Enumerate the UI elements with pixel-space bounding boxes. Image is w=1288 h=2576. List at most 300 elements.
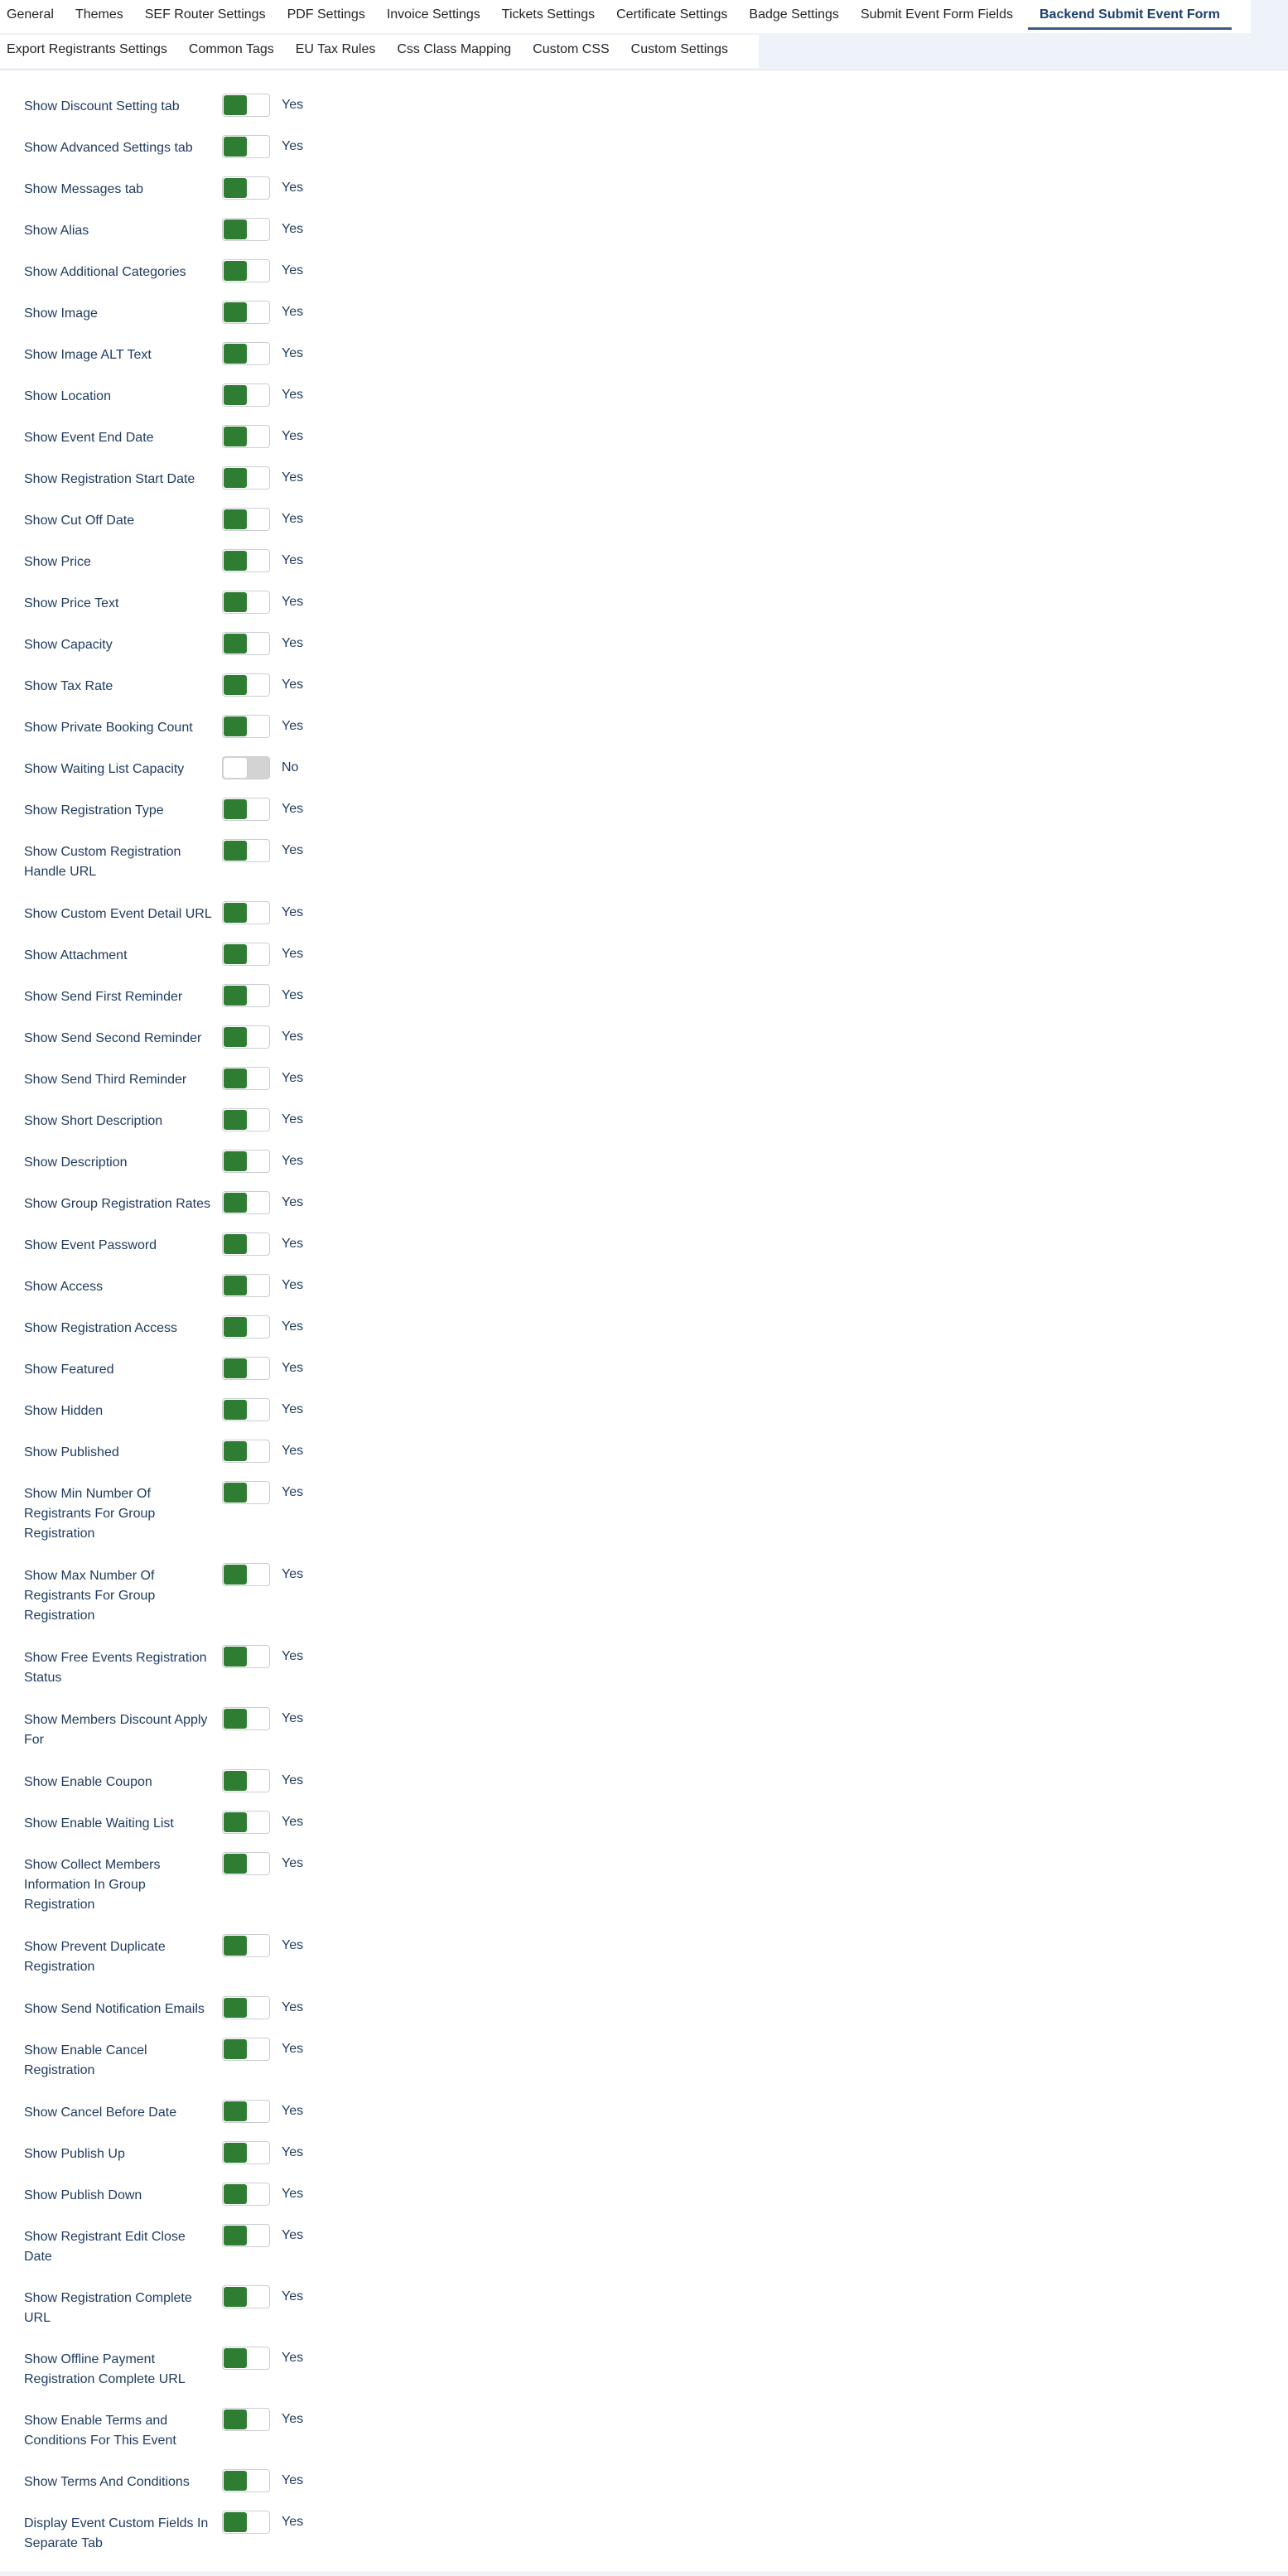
- setting-control: [222, 1769, 303, 1792]
- toggle-knob: [224, 468, 247, 488]
- setting-label: Show Enable Coupon: [24, 1775, 152, 1789]
- toggle-switch[interactable]: [222, 984, 270, 1007]
- setting-control: [222, 1996, 303, 2019]
- toggle-switch[interactable]: [222, 176, 270, 200]
- setting-row-show-cut-off-date: [0, 497, 1288, 538]
- tab-pdf-settings[interactable]: PDF Settings: [287, 7, 365, 22]
- setting-label: Show Registration Complete URL: [24, 2291, 192, 2325]
- setting-control: [222, 798, 303, 821]
- toggle-switch[interactable]: [222, 1996, 270, 2019]
- setting-control: [222, 425, 303, 448]
- setting-label: Show Hidden: [24, 1404, 104, 1418]
- toggle-switch[interactable]: [222, 798, 270, 821]
- toggle-knob: [224, 592, 247, 612]
- toggle-switch[interactable]: [222, 425, 270, 448]
- toggle-switch[interactable]: [222, 632, 270, 655]
- toggle-knob: [224, 1400, 247, 1420]
- toggle-knob: [224, 178, 247, 198]
- toggle-knob: [224, 2410, 247, 2429]
- setting-label: Show Min Number Of Registrants For Group Registration: [24, 1487, 156, 1541]
- toggle-knob: [224, 1027, 247, 1047]
- setting-control: [222, 549, 303, 572]
- setting-row-show-messages-tab: [0, 166, 1288, 207]
- setting-row-show-custom-event-detail-url: [0, 890, 1288, 932]
- toggle-switch[interactable]: [222, 1274, 270, 1297]
- tab-export-registrants-settings[interactable]: Export Registrants Settings: [7, 42, 167, 56]
- setting-row-show-tax-rate: [0, 663, 1288, 704]
- setting-row-show-additional-categories: [0, 248, 1288, 290]
- toggle-state-label: Yes: [282, 1237, 304, 1251]
- toggle-switch[interactable]: [222, 1769, 270, 1792]
- setting-row-show-price: [0, 538, 1288, 580]
- tab-row-1: [0, 0, 1251, 33]
- toggle-knob: [224, 716, 247, 736]
- toggle-switch[interactable]: [222, 259, 270, 282]
- tab-submit-event-form-fields[interactable]: Submit Event Form Fields: [860, 7, 1013, 22]
- setting-label: Show Collect Members Information In Group Registration: [24, 1858, 161, 1912]
- setting-label: Show Send Third Reminder: [24, 1073, 187, 1087]
- toggle-state-label: Yes: [282, 1195, 304, 1209]
- toggle-knob: [224, 1709, 247, 1729]
- setting-control: [222, 1811, 303, 1834]
- tab-custom-css[interactable]: Custom CSS: [533, 42, 610, 56]
- setting-control: [222, 943, 303, 966]
- setting-row-show-publish-down: [0, 2172, 1288, 2213]
- setting-label: Show Publish Down: [24, 2188, 142, 2202]
- tab-backend-submit-event-form[interactable]: Backend Submit Event Form: [1028, 0, 1232, 30]
- settings-form: [0, 83, 1288, 2561]
- tab-sef-router-settings[interactable]: SEF Router Settings: [144, 7, 266, 22]
- toggle-knob: [224, 2101, 247, 2121]
- setting-row-show-send-third-reminder: [0, 1056, 1288, 1097]
- setting-label: Show Image: [24, 306, 98, 321]
- toggle-state-label: Yes: [282, 1402, 304, 1416]
- tab-themes[interactable]: Themes: [75, 7, 123, 22]
- setting-label: Show Advanced Settings tab: [24, 141, 193, 155]
- toggle-knob: [224, 2143, 247, 2163]
- toggle-knob: [224, 2226, 247, 2246]
- setting-label: Show Event Password: [24, 1238, 157, 1252]
- toggle-knob: [224, 2184, 247, 2204]
- toggle-switch[interactable]: [222, 2511, 270, 2534]
- toggle-state-label: Yes: [282, 719, 304, 733]
- toggle-knob: [224, 1317, 247, 1337]
- setting-row-show-prevent-duplicate-registration: [0, 1923, 1288, 1985]
- setting-row-show-min-number-of-registrants-for-group-registration: [0, 1470, 1288, 1552]
- setting-control: [222, 342, 303, 365]
- toggle-switch[interactable]: [222, 2183, 270, 2206]
- toggle-knob: [224, 1854, 247, 1874]
- toggle-switch[interactable]: [222, 1398, 270, 1421]
- toggle-state-label: Yes: [282, 2228, 304, 2242]
- toggle-knob: [224, 2471, 247, 2491]
- toggle-switch[interactable]: [222, 301, 270, 324]
- toggle-state-label: Yes: [282, 843, 304, 857]
- toggle-switch[interactable]: [222, 1440, 270, 1463]
- toggle-knob: [224, 1936, 247, 1956]
- toggle-switch[interactable]: [222, 2347, 270, 2370]
- toggle-state-label: Yes: [282, 388, 304, 402]
- tab-tickets-settings[interactable]: Tickets Settings: [501, 7, 596, 22]
- toggle-knob: [224, 1276, 247, 1295]
- setting-row-show-custom-registration-handle-url: [0, 828, 1288, 890]
- setting-row-show-event-end-date: [0, 414, 1288, 456]
- setting-label: Show Group Registration Rates: [24, 1197, 210, 1211]
- setting-label: Show Enable Terms and Conditions For This Event: [24, 2414, 176, 2448]
- toggle-state-label: Yes: [282, 1711, 304, 1725]
- setting-control: [222, 508, 303, 531]
- toggle-state-label: Yes: [282, 802, 304, 816]
- toggle-state-label: Yes: [282, 1154, 304, 1168]
- setting-row-show-terms-and-conditions: [0, 2458, 1288, 2500]
- setting-control: [222, 2511, 303, 2534]
- toggle-knob: [224, 675, 247, 695]
- tab-invoice-settings[interactable]: Invoice Settings: [386, 7, 480, 22]
- setting-label: Show Short Description: [24, 1114, 163, 1128]
- setting-control: [222, 1067, 303, 1090]
- setting-label: Show Terms And Conditions: [24, 2475, 190, 2489]
- setting-control: [222, 1563, 303, 1586]
- setting-label: Show Send Second Reminder: [24, 1031, 202, 1045]
- setting-row-show-members-discount-apply-for: [0, 1696, 1288, 1758]
- setting-label: Show Max Number Of Registrants For Group Registration: [24, 1569, 156, 1623]
- setting-row-show-description: [0, 1139, 1288, 1180]
- toggle-knob: [224, 1483, 247, 1503]
- setting-label: Show Alias: [24, 224, 89, 238]
- toggle-state-label: Yes: [282, 1485, 304, 1499]
- toggle-knob: [224, 1110, 247, 1130]
- setting-label: Show Price Text: [24, 596, 119, 610]
- toggle-state-label: Yes: [282, 2351, 304, 2365]
- setting-row-show-enable-terms-and-conditions-for-this-event: [0, 2397, 1288, 2458]
- toggle-switch[interactable]: [222, 1315, 270, 1339]
- toggle-switch[interactable]: [222, 2224, 270, 2247]
- toggle-state-label: Yes: [282, 2042, 304, 2056]
- footer-strip: [0, 2571, 1288, 2576]
- setting-control: [222, 839, 303, 862]
- setting-row-show-alias: [0, 207, 1288, 248]
- setting-control: [222, 1852, 303, 1875]
- setting-row-show-send-notification-emails: [0, 1985, 1288, 2027]
- toggle-state-label: Yes: [282, 1030, 304, 1044]
- toggle-knob: [224, 302, 247, 322]
- toggle-knob: [224, 219, 247, 239]
- toggle-state-label: Yes: [282, 1319, 304, 1334]
- toggle-state-label: Yes: [282, 947, 304, 961]
- tab-general[interactable]: General: [7, 7, 54, 22]
- setting-label: Display Event Custom Fields In Separate Tab: [24, 2516, 209, 2550]
- toggle-state-label: Yes: [282, 1649, 304, 1663]
- setting-control: [222, 135, 303, 158]
- setting-label: Show Registration Start Date: [24, 472, 195, 486]
- setting-row-show-collect-members-information-in-group-registration: [0, 1841, 1288, 1923]
- setting-row-show-registration-access: [0, 1305, 1288, 1346]
- toggle-switch[interactable]: [222, 94, 270, 117]
- setting-label: Show Prevent Duplicate Registration: [24, 1940, 166, 1974]
- setting-label: Show Registration Type: [24, 803, 164, 818]
- setting-label: Show Enable Waiting List: [24, 1816, 174, 1831]
- setting-label: Show Access: [24, 1280, 104, 1294]
- toggle-switch[interactable]: [222, 1811, 270, 1834]
- setting-control: [222, 2183, 303, 2206]
- toggle-switch[interactable]: [222, 1563, 270, 1586]
- setting-row-show-enable-coupon: [0, 1758, 1288, 1800]
- toggle-state-label: Yes: [282, 305, 304, 319]
- toggle-state-label: Yes: [282, 2187, 304, 2201]
- setting-control: [222, 2347, 303, 2370]
- setting-row-show-cancel-before-date: [0, 2089, 1288, 2130]
- tab-row-2: [0, 35, 759, 68]
- toggle-switch[interactable]: [222, 384, 270, 407]
- setting-row-show-price-text: [0, 580, 1288, 621]
- setting-control: [222, 1025, 303, 1049]
- toggle-state-label: Yes: [282, 263, 304, 277]
- toggle-switch[interactable]: [222, 135, 270, 158]
- setting-row-show-advanced-settings-tab: [0, 124, 1288, 166]
- toggle-switch[interactable]: [222, 466, 270, 490]
- setting-row-show-registration-complete-url: [0, 2275, 1288, 2336]
- toggle-switch[interactable]: [222, 2141, 270, 2164]
- toggle-state-label: Yes: [282, 2289, 304, 2303]
- toggle-switch[interactable]: [222, 1645, 270, 1668]
- setting-row-show-group-registration-rates: [0, 1180, 1288, 1222]
- setting-control: [222, 1357, 303, 1380]
- toggle-state-label: Yes: [282, 139, 304, 153]
- tab-eu-tax-rules[interactable]: EU Tax Rules: [295, 42, 376, 56]
- toggle-knob: [224, 551, 247, 571]
- setting-control: [222, 466, 303, 490]
- toggle-knob: [224, 1998, 247, 2018]
- toggle-switch[interactable]: [222, 1108, 270, 1131]
- toggle-switch[interactable]: [222, 1707, 270, 1730]
- toggle-state-label: Yes: [282, 1071, 304, 1085]
- toggle-state-label: Yes: [282, 1773, 304, 1787]
- toggle-switch[interactable]: [222, 1852, 270, 1875]
- tab-custom-settings[interactable]: Custom Settings: [630, 42, 729, 56]
- setting-row-show-enable-cancel-registration: [0, 2027, 1288, 2089]
- toggle-knob: [224, 2348, 247, 2368]
- setting-label: Show Private Booking Count: [24, 721, 193, 735]
- setting-control: [222, 176, 303, 200]
- toggle-knob: [224, 1151, 247, 1171]
- setting-control: [222, 301, 303, 324]
- toggle-switch[interactable]: [222, 1067, 270, 1090]
- toggle-switch[interactable]: [222, 1150, 270, 1173]
- toggle-knob: [224, 344, 247, 364]
- toggle-switch[interactable]: [222, 1025, 270, 1049]
- setting-control: [222, 1934, 303, 1957]
- setting-label: Show Attachment: [24, 948, 128, 962]
- setting-row-show-registration-start-date: [0, 456, 1288, 497]
- setting-label: Show Free Events Registration Status: [24, 1651, 207, 1685]
- toggle-state-label: Yes: [282, 1361, 304, 1375]
- toggle-knob: [224, 799, 247, 819]
- toggle-knob: [224, 1441, 247, 1461]
- toggle-state-label: Yes: [282, 470, 304, 485]
- setting-control: [222, 1398, 303, 1421]
- toggle-knob: [224, 986, 247, 1006]
- toggle-switch[interactable]: [222, 2408, 270, 2431]
- setting-label: Show Event End Date: [24, 431, 154, 445]
- setting-label: Show Custom Event Detail URL: [24, 907, 212, 921]
- setting-label: Show Additional Categories: [24, 265, 186, 279]
- setting-control: [222, 1481, 303, 1504]
- toggle-switch[interactable]: [222, 1191, 270, 1214]
- toggle-switch[interactable]: [222, 549, 270, 572]
- toggle-switch[interactable]: [222, 943, 270, 966]
- setting-label: Show Publish Up: [24, 2147, 125, 2161]
- toggle-switch[interactable]: [222, 218, 270, 241]
- toggle-switch[interactable]: [222, 673, 270, 697]
- toggle-switch[interactable]: [222, 2038, 270, 2061]
- setting-label: Show Cancel Before Date: [24, 2106, 177, 2120]
- setting-label: Show Send Notification Emails: [24, 2002, 205, 2016]
- tab-badge-settings[interactable]: Badge Settings: [749, 7, 839, 22]
- setting-control: [222, 1645, 303, 1668]
- setting-control: [222, 2100, 303, 2123]
- toggle-knob: [224, 944, 247, 964]
- tab-common-tags[interactable]: Common Tags: [188, 42, 274, 56]
- setting-control: [222, 1233, 303, 1256]
- toggle-switch[interactable]: [222, 591, 270, 614]
- toggle-knob: [224, 841, 247, 861]
- setting-control: [222, 1315, 303, 1339]
- setting-row-show-featured: [0, 1346, 1288, 1387]
- toggle-knob: [224, 1069, 247, 1088]
- setting-control: [222, 715, 303, 738]
- setting-row-show-access: [0, 1263, 1288, 1305]
- setting-control: [222, 1150, 303, 1173]
- toggle-state-label: Yes: [282, 2473, 304, 2487]
- toggle-state-label: Yes: [282, 1112, 304, 1126]
- setting-row-show-published: [0, 1429, 1288, 1470]
- setting-label: Show Members Discount Apply For: [24, 1713, 208, 1747]
- toggle-state-label: Yes: [282, 181, 304, 195]
- toggle-knob: [224, 634, 247, 654]
- toggle-knob: [224, 903, 247, 923]
- toggle-switch[interactable]: [222, 715, 270, 738]
- toggle-knob: [224, 509, 247, 529]
- toggle-switch[interactable]: [222, 2100, 270, 2123]
- setting-label: Show Tax Rate: [24, 679, 113, 693]
- toggle-switch[interactable]: [222, 2285, 270, 2308]
- setting-row-show-publish-up: [0, 2130, 1288, 2172]
- setting-label: Show Capacity: [24, 638, 113, 652]
- setting-control: [222, 1707, 303, 1730]
- toggle-state-label: Yes: [282, 2104, 304, 2118]
- setting-control: [222, 984, 303, 1007]
- setting-label: Show Description: [24, 1155, 128, 1170]
- toggle-knob: [224, 95, 247, 115]
- setting-control: [222, 259, 303, 282]
- setting-control: [222, 2408, 303, 2431]
- setting-row-show-send-first-reminder: [0, 973, 1288, 1015]
- setting-control: [222, 2038, 303, 2061]
- toggle-switch[interactable]: [222, 1233, 270, 1256]
- toggle-state-label: Yes: [282, 2412, 304, 2426]
- toggle-state-label: Yes: [282, 1856, 304, 1870]
- tab-certificate-settings[interactable]: Certificate Settings: [616, 7, 728, 22]
- toggle-knob: [224, 2287, 247, 2307]
- toggle-state-label: Yes: [282, 595, 304, 609]
- setting-label: Show Offline Payment Registration Complete URL: [24, 2352, 186, 2386]
- toggle-switch[interactable]: [222, 901, 270, 924]
- tab-css-class-mapping[interactable]: Css Class Mapping: [397, 42, 512, 56]
- setting-label: Show Waiting List Capacity: [24, 762, 185, 776]
- setting-label: Show Custom Registration Handle URL: [24, 845, 181, 879]
- toggle-switch[interactable]: [222, 342, 270, 365]
- setting-control: [222, 2285, 303, 2308]
- toggle-switch[interactable]: [222, 1481, 270, 1504]
- setting-row-show-image-alt-text: [0, 331, 1288, 373]
- setting-control: [222, 94, 303, 117]
- setting-label: Show Enable Cancel Registration: [24, 2043, 147, 2077]
- toggle-state-label: Yes: [282, 553, 304, 567]
- setting-row-show-max-number-of-registrants-for-group-registration: [0, 1552, 1288, 1634]
- setting-row-show-image: [0, 290, 1288, 331]
- toggle-state-label: Yes: [282, 346, 304, 360]
- setting-label: Show Published: [24, 1445, 119, 1459]
- toggle-knob: [224, 1771, 247, 1791]
- setting-label: Show Image ALT Text: [24, 348, 152, 362]
- toggle-state-label: Yes: [282, 98, 304, 112]
- setting-row-show-send-second-reminder: [0, 1015, 1288, 1056]
- toggle-switch[interactable]: [222, 2469, 270, 2492]
- toggle-state-label: Yes: [282, 1567, 304, 1581]
- setting-row-show-event-password: [0, 1222, 1288, 1263]
- setting-control: [222, 673, 303, 697]
- toggle-state-label: Yes: [282, 678, 304, 692]
- toggle-switch[interactable]: [222, 756, 270, 779]
- tab-bar: [0, 0, 1288, 70]
- toggle-state-label: Yes: [282, 905, 304, 919]
- toggle-knob: [224, 2039, 247, 2059]
- setting-label: Show Discount Setting tab: [24, 99, 180, 113]
- setting-row-show-registrant-edit-close-date: [0, 2213, 1288, 2275]
- toggle-state-label: Yes: [282, 222, 304, 236]
- toggle-switch[interactable]: [222, 1357, 270, 1380]
- toggle-state-label: Yes: [282, 1815, 304, 1829]
- setting-control: [222, 1440, 303, 1463]
- toggle-switch[interactable]: [222, 839, 270, 862]
- setting-control: [222, 2469, 303, 2492]
- toggle-state-label: Yes: [282, 988, 304, 1002]
- setting-row-show-free-events-registration-status: [0, 1634, 1288, 1696]
- toggle-switch[interactable]: [222, 508, 270, 531]
- setting-label: Show Price: [24, 555, 91, 569]
- toggle-state-label: Yes: [282, 1938, 304, 1952]
- toggle-state-label: Yes: [282, 2000, 304, 2014]
- toggle-knob: [224, 1234, 247, 1254]
- setting-label: Show Messages tab: [24, 182, 144, 196]
- setting-row-show-private-booking-count: [0, 704, 1288, 745]
- setting-control: [222, 591, 303, 614]
- setting-row-show-attachment: [0, 932, 1288, 973]
- setting-control: [222, 1108, 303, 1131]
- setting-row-show-location: [0, 373, 1288, 414]
- setting-row-display-event-custom-fields-in-separate-tab: [0, 2500, 1288, 2561]
- setting-control: [222, 1274, 303, 1297]
- setting-row-show-short-description: [0, 1097, 1288, 1139]
- setting-label: Show Location: [24, 389, 111, 403]
- toggle-switch[interactable]: [222, 1934, 270, 1957]
- setting-row-show-capacity: [0, 621, 1288, 663]
- setting-row-show-registration-type: [0, 787, 1288, 828]
- setting-control: [222, 2224, 303, 2247]
- setting-label: Show Featured: [24, 1363, 114, 1377]
- setting-control: [222, 218, 303, 241]
- setting-control: [222, 2141, 303, 2164]
